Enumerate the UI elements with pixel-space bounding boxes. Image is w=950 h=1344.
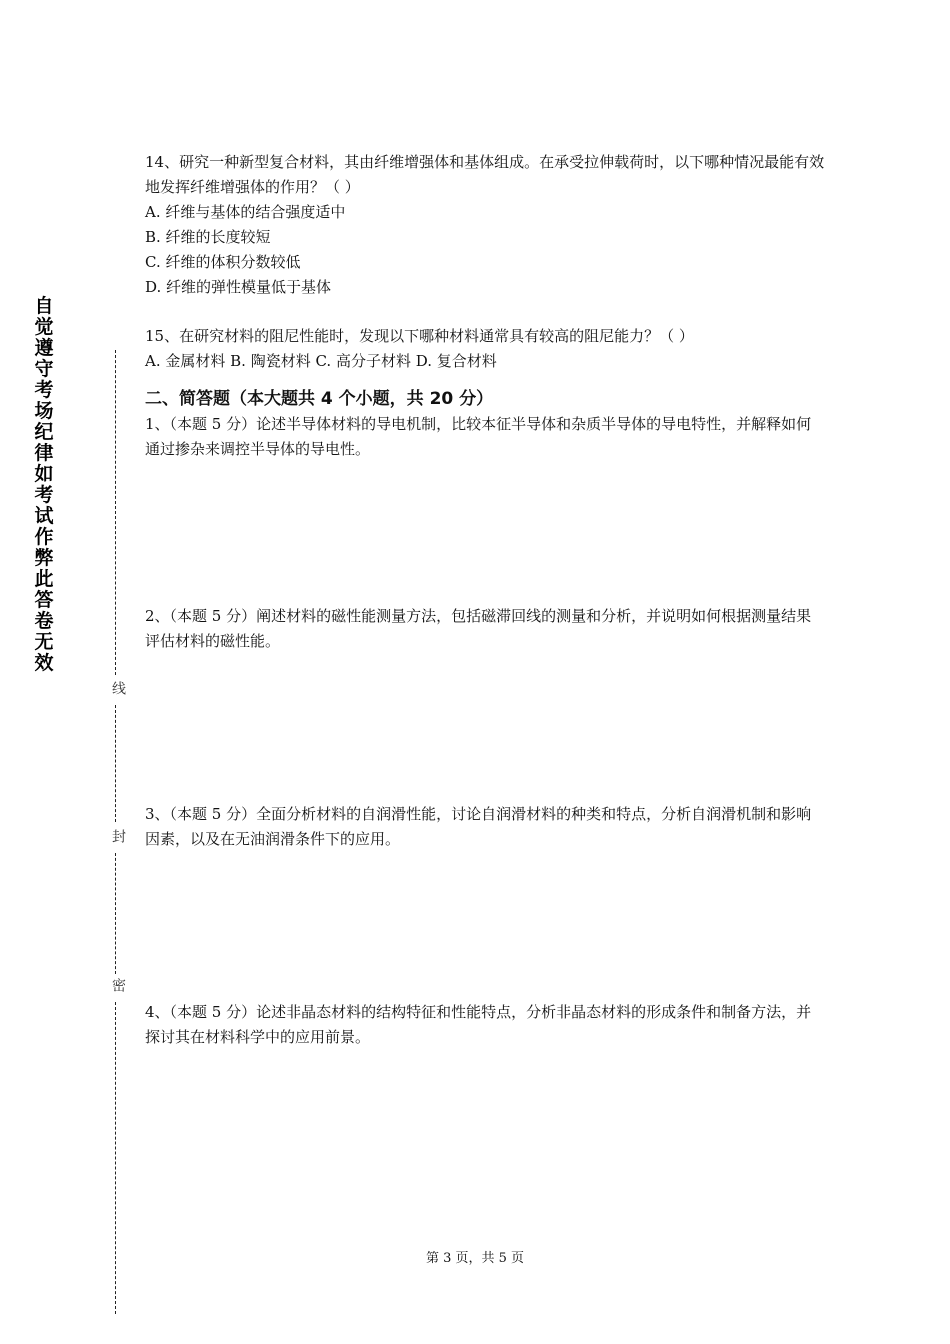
notice-char: 守	[34, 358, 54, 380]
notice-char: 遵	[34, 337, 54, 359]
notice-char: 无	[34, 631, 54, 653]
seal-line-segment	[115, 853, 116, 974]
seal-line-segment	[115, 1002, 116, 1314]
short-answer-2: 2、（本题 5 分）阐述材料的磁性能测量方法，包括磁滞回线的测量和分析，并说明如何根据测量结果评估材料的磁性能。	[145, 607, 812, 650]
short-answer-4: 4、（本题 5 分）论述非晶态材料的结构特征和性能特点，分析非晶态材料的形成条件和制备方法，并探讨其在材料科学中的应用前景。	[145, 1003, 812, 1046]
notice-char: 卷	[34, 610, 54, 632]
question-14-stem: 14、研究一种新型复合材料，其由纤维增强体和基体组成。在承受拉伸载荷时，以下哪种情况最能有效地发挥纤维增强体的作用？（ ）	[145, 153, 825, 196]
exam-content	[145, 150, 825, 1050]
notice-char: 律	[34, 442, 54, 464]
notice-char: 纪	[34, 421, 54, 443]
notice-char: 如	[34, 463, 54, 485]
notice-char: 考	[34, 379, 54, 401]
seal-seal-char: 封	[110, 829, 126, 843]
question-14-option-d: D. 纤维的弹性模量低于基体	[145, 278, 332, 296]
short-answer-3: 3、（本题 5 分）全面分析材料的自润滑性能，讨论自润滑材料的种类和特点，分析自润滑机制和影响因素，以及在无油润滑条件下的应用。	[145, 805, 812, 848]
notice-char: 觉	[34, 316, 54, 338]
notice-char: 试	[34, 505, 54, 527]
question-14-option-b: B. 纤维的长度较短	[145, 228, 271, 246]
question-14-option-a: A. 纤维与基体的结合强度适中	[145, 203, 346, 221]
answer-space-3	[145, 852, 825, 1000]
question-14-option-c: C. 纤维的体积分数较低	[145, 253, 301, 271]
notice-char: 此	[34, 568, 54, 590]
short-answer-1: 1、（本题 5 分）论述半导体材料的导电机制，比较本征半导体和杂质半导体的导电特性，并解释如何通过掺杂来调控半导体的导电性。	[145, 415, 812, 458]
answer-space-1	[145, 462, 825, 604]
page-number: 第 3 页，共 5 页	[425, 1251, 525, 1266]
seal-secret-char: 密	[110, 978, 126, 992]
notice-char: 效	[34, 652, 54, 674]
notice-char: 答	[34, 589, 54, 611]
seal-line-char: 线	[110, 681, 126, 695]
question-15-stem: 15、在研究材料的阻尼性能时，发现以下哪种材料通常具有较高的阻尼能力？（ ）	[145, 327, 694, 345]
notice-char: 考	[34, 484, 54, 506]
notice-char: 作	[34, 526, 54, 548]
notice-char: 自	[34, 295, 54, 317]
notice-char: 弊	[34, 547, 54, 569]
answer-space-2	[145, 654, 825, 802]
seal-line-segment	[115, 705, 116, 822]
seal-line-segment	[115, 350, 116, 675]
exam-discipline-notice	[30, 296, 58, 674]
question-15-options: A. 金属材料 B. 陶瓷材料 C. 高分子材料 D. 复合材料	[145, 352, 497, 370]
section-2-title: 二、简答题（本大题共 4 个小题，共 20 分）	[145, 389, 494, 409]
notice-char: 场	[34, 400, 54, 422]
